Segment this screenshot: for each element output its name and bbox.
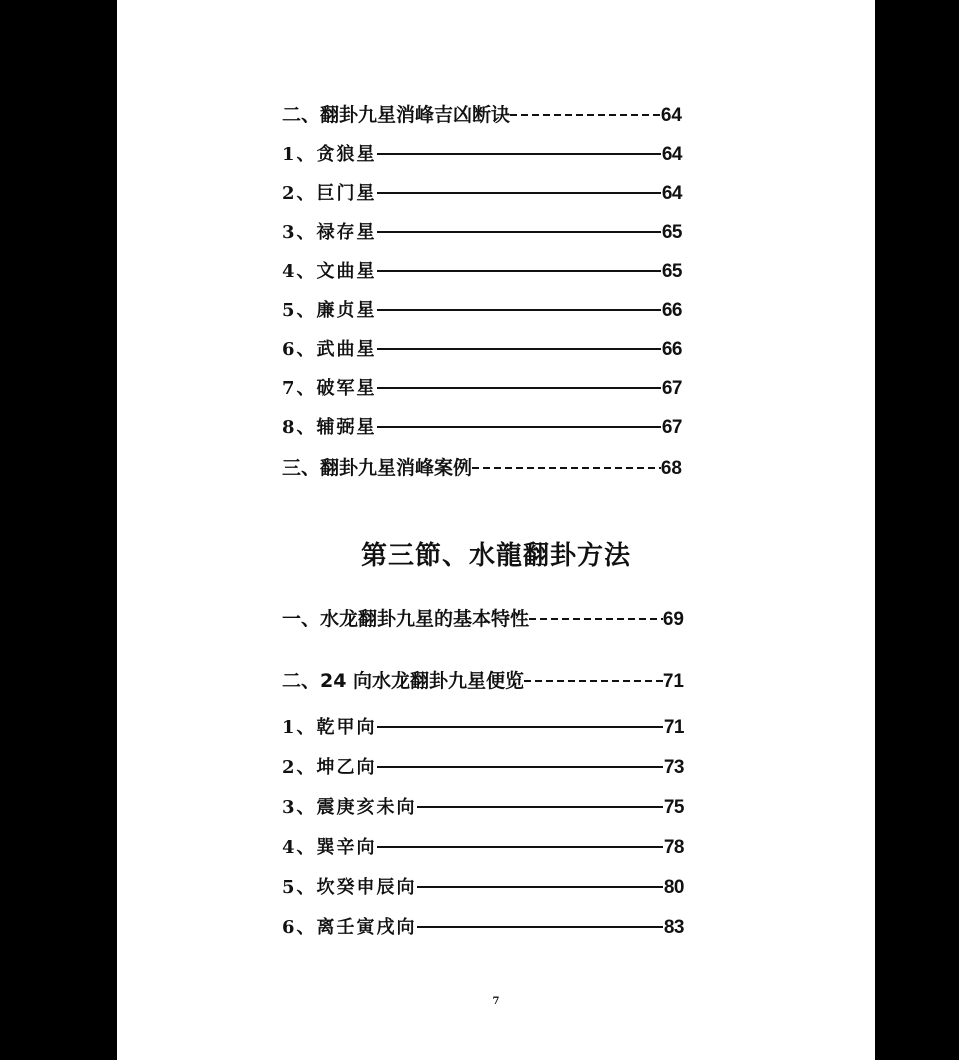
leader-line: [377, 426, 661, 428]
toc-page-number: 65: [661, 261, 682, 282]
toc-page-number: 78: [663, 837, 684, 858]
toc-page-number: 73: [663, 757, 684, 778]
toc-label: 1、贪狼星: [282, 144, 377, 165]
leader-dashes: [472, 467, 661, 469]
leader-dashes: [510, 114, 661, 116]
leader-line: [377, 231, 661, 233]
leader-line: [377, 846, 663, 848]
toc-entry: [282, 335, 682, 361]
toc-label: 二、翻卦九星消峰吉凶断诀: [282, 104, 511, 126]
toc-page-number: 80: [663, 877, 684, 898]
leader-line: [377, 726, 663, 728]
toc-label: 2、巨门星: [282, 183, 377, 204]
toc-page-number: 83: [663, 917, 684, 938]
toc-label: 6、离壬寅戌向: [282, 917, 417, 938]
toc-page-number: 69: [662, 609, 684, 630]
toc-page-number: 64: [660, 105, 682, 126]
toc-entry: [282, 179, 682, 205]
toc-label: 3、震庚亥未向: [282, 797, 417, 818]
toc-page-number: 67: [661, 417, 682, 438]
toc-entry: [282, 140, 682, 166]
document-page: [117, 0, 875, 1060]
page-number: 7: [492, 996, 500, 1007]
toc-label: 3、禄存星: [282, 222, 377, 243]
toc-page-number: 68: [660, 458, 682, 479]
toc-page-number: 71: [662, 671, 684, 692]
toc-label: 4、文曲星: [282, 261, 377, 282]
toc-label: 1、乾甲向: [282, 717, 377, 738]
leader-line: [377, 192, 661, 194]
toc-page-number: 64: [661, 144, 682, 165]
toc-page-number: 71: [663, 717, 684, 738]
toc-entry: [282, 374, 682, 400]
leader-line: [417, 806, 663, 808]
toc-label: 5、廉贞星: [282, 300, 377, 321]
toc-label: 一、水龙翻卦九星的基本特性: [282, 608, 530, 630]
toc-heading: [282, 666, 684, 693]
toc-page-number: 64: [661, 183, 682, 204]
leader-line: [377, 153, 661, 155]
leader-line: [417, 886, 663, 888]
toc-heading: [282, 100, 682, 127]
leader-dashes: [529, 618, 663, 620]
toc-label: 4、巽辛向: [282, 837, 377, 858]
toc-entry: [282, 296, 682, 322]
leader-line: [417, 926, 663, 928]
toc-label: 8、辅弼星: [282, 417, 377, 438]
toc-label: 5、坎癸申辰向: [282, 877, 417, 898]
toc-entry: [282, 873, 684, 899]
toc-label: 三、翻卦九星消峰案例: [282, 457, 473, 479]
leader-line: [377, 766, 663, 768]
toc-label: 2、坤乙向: [282, 757, 377, 778]
toc-entry: [282, 833, 684, 859]
toc-page-number: 65: [661, 222, 682, 243]
toc-entry: [282, 793, 684, 819]
toc-heading: [282, 604, 684, 631]
leader-line: [377, 387, 661, 389]
toc-page-number: 66: [661, 300, 682, 321]
toc-page-number: 66: [661, 339, 682, 360]
leader-line: [377, 270, 661, 272]
section-title: 第三節、水龍翻卦方法: [360, 541, 631, 571]
toc-label: 二、24 向水龙翻卦九星便览: [282, 670, 525, 692]
toc-entry: [282, 713, 684, 739]
toc-entry: [282, 413, 682, 439]
toc-page-number: 67: [661, 378, 682, 399]
toc-entry: [282, 753, 684, 779]
toc-heading: [282, 453, 682, 480]
toc-entry: [282, 218, 682, 244]
leader-line: [377, 309, 661, 311]
toc-entry: [282, 913, 684, 939]
leader-line: [377, 348, 661, 350]
toc-label: 7、破军星: [282, 378, 377, 399]
toc-page-number: 75: [663, 797, 684, 818]
leader-dashes: [524, 680, 663, 682]
toc-label: 6、武曲星: [282, 339, 377, 360]
toc-entry: [282, 257, 682, 283]
